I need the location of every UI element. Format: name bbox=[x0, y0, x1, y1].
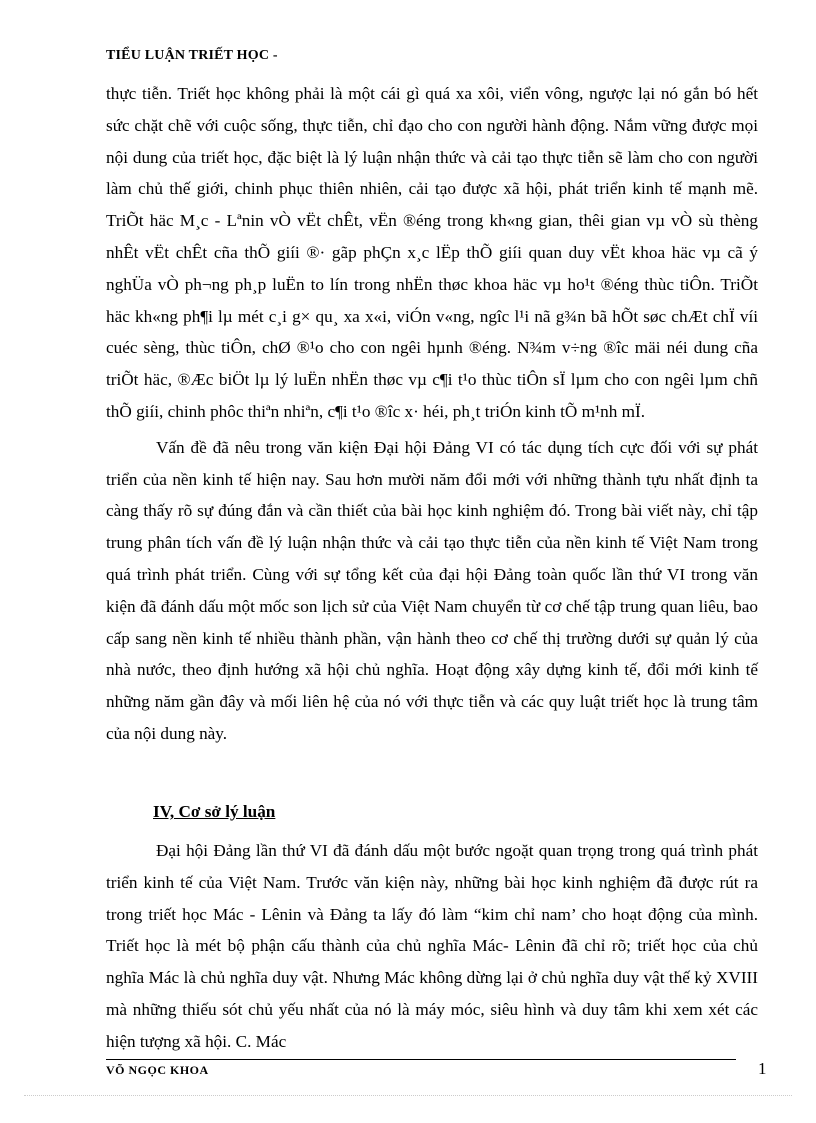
paragraph-vi-congress: Vấn đề đã nêu trong văn kiện Đại hội Đảng VI có tác dụng tích cực đối với sự phát triển của nền kinh tế hiện nay. Sau hơn mười năm đổi mới với những thành tựu nhất định ta càng thấy rõ sự đúng đắn và cần thiết của bài học kinh nghiệm đó. Trong bài viết này, chỉ tập trung phân tích vấn đề lý luận nhận thức và cải tạo thực tiễn của nền kinh tế Việt Nam trong quá trình phát triển. Cùng với sự tổng kết của đại hội Đảng toàn quốc lần thứ VI trong văn kiện đã đánh dấu một mốc son lịch sử của Việt Nam chuyển từ cơ chế tập trung quan liêu, bao cấp sang nền kinh tế nhiều thành phần, vận hành theo cơ chế thị trường dưới sự quản lý của nhà nước, theo định hướng xã hội chủ nghĩa. Hoạt động xây dựng kinh tế, đổi mới kinh tế những năm gần đây và mối liên hệ của nó với thực tiễn và các quy luật triết học là trung tâm của nội dung này. bbox=[106, 437, 758, 743]
page-header-title: TIỂU LUẬN TRIẾT HỌC - bbox=[106, 48, 278, 63]
footer-divider bbox=[106, 1059, 736, 1060]
footer-author: VÕ NGỌC KHOA bbox=[106, 1063, 209, 1077]
paragraph-theory-basis: Đại hội Đảng lần thứ VI đã đánh dấu một bước ngoặt quan trọng trong quá trình phát triển kinh tế của Việt Nam. Trước văn kiện này, những bài học kinh nghiệm đã được rút ra trong triết học Mác - Lênin và Đảng ta lấy đó làm “kim chỉ nam’ cho hoạt động của mình. Triết học là mét bộ phận cấu thành của chủ nghĩa Mác- Lênin đã chỉ rõ; triết học của chủ nghĩa Mác là chủ nghĩa duy vật. Nhưng Mác không dừng lại ở chủ nghĩa duy vật thế kỷ XVIII mà những thiếu sót chủ yếu nhất của nó là máy móc, siêu hình và duy tâm khi xem xét các hiện tượng xã hội. C. Mác bbox=[106, 841, 758, 1051]
page-bottom-divider bbox=[24, 1095, 792, 1096]
paragraph-intro: thực tiễn. Triết học không phải là một cái gì quá xa xôi, viển vông, ngược lại nó gắn bó hết sức chặt chẽ với cuộc sống, thực tiễn, chỉ đạo cho con người hành động. Nắm vững được mọi nội dung của triết học, đặc biệt là lý luận nhận thức và cải tạo thực tiễn sẽ làm cho con người làm chủ thế giới, chinh phục thiên nhiên, cải tạo được xã hội, phát triển kinh tế mạnh mẽ. TriÕt häc M¸c - Lªnin vÒ vËt chÊt, vËn ®éng trong kh«ng gian, thêi gian vµ vÒ sù thèng nhÊt vËt chÊt cña thÕ giíi ®· gãp phÇn x¸c lËp thÕ giíi quan duy vËt khoa häc vµ cã ý nghÜa vÒ ph¬ng ph¸p luËn to lín trong nhËn thøc khoa häc vµ ho¹t ®éng thùc tiÔn. TriÕt häc kh«ng ph¶i lµ mét c¸i g× qu¸ xa x«i, viÓn v«ng, ngîc l¹i nã g¾n bã hÕt søc chÆt chÏ víi cuéc sèng, thùc tiÔn, chØ ®¹o cho con ngêi hµnh ®éng. N¾m v÷ng ®îc mäi néi dung cña triÕt häc, ®Æc biÖt lµ lý luËn nhËn thøc vµ c¶i t¹o thùc tiÔn sÏ lµm cho con ngêi lµm chñ thÕ giíi, chinh phôc thiªn nhiªn, c¶i t¹o ®îc x· héi, ph¸t triÓn kinh tÕ m¹nh mÏ. bbox=[106, 84, 758, 421]
page-number: 1 bbox=[758, 1059, 767, 1078]
section-heading: IV, Cơ sở lý luận bbox=[153, 802, 276, 821]
section-body-block bbox=[106, 835, 758, 1058]
body-text-block bbox=[106, 78, 758, 750]
